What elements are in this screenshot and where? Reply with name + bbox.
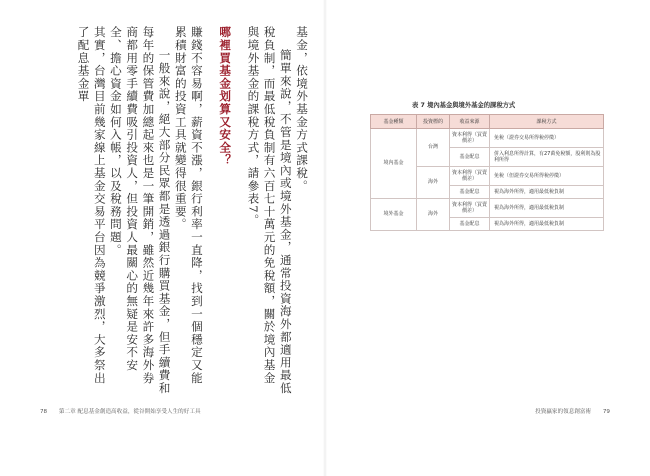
target-cell: 海外 bbox=[417, 167, 450, 199]
body-text bbox=[48, 26, 310, 396]
fund-kind-cell: 境外基金 bbox=[371, 199, 417, 231]
fund-kind-cell: 境內基金 bbox=[371, 129, 417, 199]
header-cell: 課稅方式 bbox=[490, 115, 604, 129]
right-page bbox=[325, 0, 650, 476]
table-row bbox=[371, 199, 604, 218]
tax-cell: 視為海外所得，適用最低稅負制 bbox=[490, 186, 604, 199]
book-title: 投資贏家的領息創富術 bbox=[535, 409, 592, 415]
tax-cell: 免稅（但證券交易所得稅停徵） bbox=[490, 167, 604, 186]
left-footer bbox=[40, 407, 201, 415]
table-header-row bbox=[371, 115, 604, 129]
chapter-title: 配息基金創造高收益，從谷開始享受人生的好工具 bbox=[77, 409, 201, 415]
page-number: 78 bbox=[40, 409, 48, 415]
tax-cell: 視為海外所得，適用最低稅負制 bbox=[490, 218, 604, 231]
section-heading: 哪裡買基金划算又安全？ bbox=[218, 26, 233, 167]
header-cell: 基金種類 bbox=[371, 115, 417, 129]
table-row bbox=[371, 129, 604, 148]
tax-cell: 免稅（證券交易所得稅停徵） bbox=[490, 129, 604, 148]
source-cell: 資本利得（買賣價差） bbox=[450, 167, 490, 186]
target-cell: 台灣 bbox=[417, 129, 450, 167]
chapter-label: 第二章 bbox=[58, 409, 76, 415]
source-cell: 基金配息 bbox=[450, 148, 490, 167]
right-footer bbox=[535, 407, 610, 415]
page-number: 79 bbox=[602, 409, 610, 415]
table-caption: 表 7 境內基金與境外基金的課稅方式 bbox=[412, 102, 516, 109]
paragraph: 基金，依境外基金方式課稅。 bbox=[295, 26, 309, 193]
target-cell: 海外 bbox=[417, 199, 450, 231]
source-cell: 資本利得（買賣價差） bbox=[450, 199, 490, 218]
paragraph: 其實，台灣目前幾家線上基金交易平台因為競爭激烈，大多祭出了配息基金單 bbox=[76, 26, 107, 385]
source-cell: 基金配息 bbox=[450, 218, 490, 231]
source-cell: 基金配息 bbox=[450, 186, 490, 199]
tax-cell: 併入利息所得計算，有27萬免稅額，股利則為股利所得 bbox=[490, 148, 604, 167]
source-cell: 資本利得（買賣價差） bbox=[450, 129, 490, 148]
paragraph: 簡單來說，不管是境內或境外基金，通常投資海外都適用最低稅負制，而最低稅負制有六百七十萬元的免稅額，關於境內基金與境外基金的課稅方式，請參表7。 bbox=[246, 26, 293, 395]
paragraph: 賺錢不容易啊，薪資不漲，銀行利率一直降，找到一個穩定又能累積財富的投資工具就變得很重要。 bbox=[173, 26, 204, 385]
paragraph: 一般來說，絕大部分民眾都是透過銀行購買基金，但手續費和每年的保管費加總起來也是一筆開銷，雖然近幾年來許多海外券商都用零手續費吸引投資人，但投資人最關心的無疑是安不安全、擔心資金如何入帳，以及稅務問題。 bbox=[108, 26, 172, 395]
header-cell: 投資標的 bbox=[417, 115, 450, 129]
header-cell: 收益來源 bbox=[450, 115, 490, 129]
tax-cell: 視為海外所得，適用最低稅負制 bbox=[490, 199, 604, 218]
tax-table bbox=[370, 114, 604, 231]
